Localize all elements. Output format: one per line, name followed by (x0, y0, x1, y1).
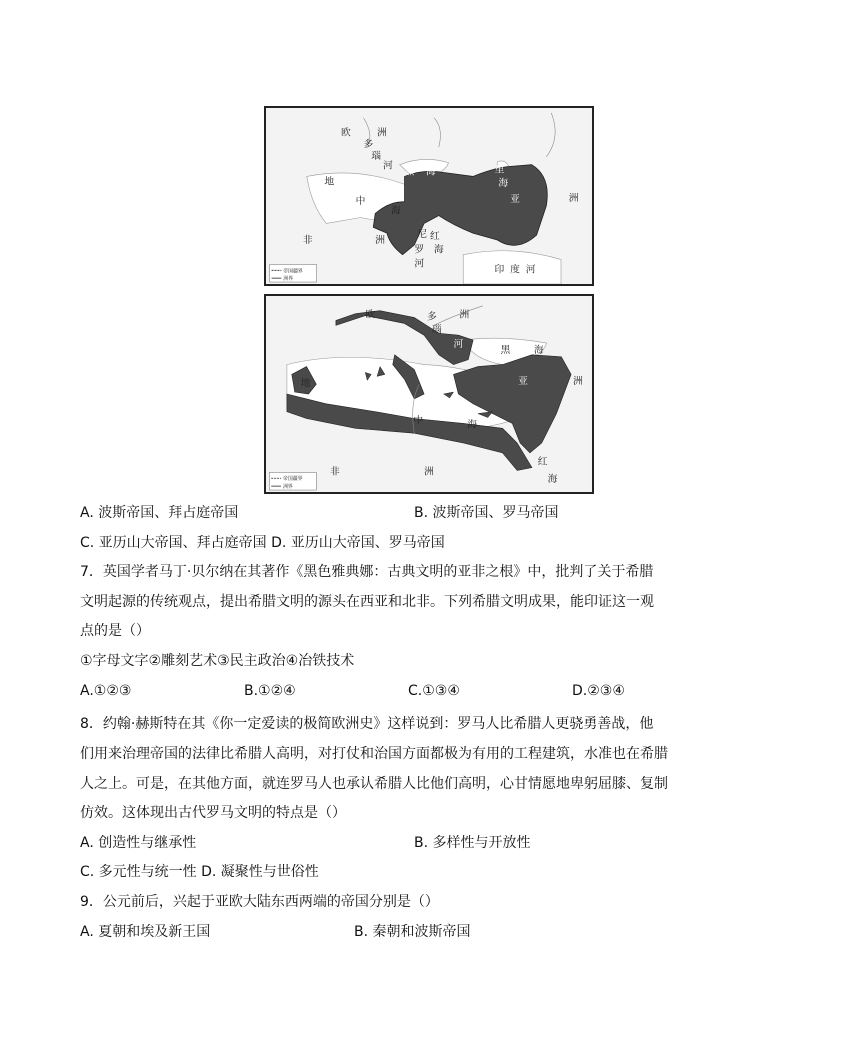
map1-label-africa-1: 非 (302, 234, 313, 246)
map1-label-nile-3: 河 (414, 258, 425, 270)
q8-option-a: A. 创造性与继承性 (80, 835, 197, 851)
q7-option-c: C.①③④ (408, 683, 460, 699)
map2-label-europe-1: 欧 (365, 309, 376, 321)
q8-option-b: B. 多样性与开放性 (414, 835, 531, 851)
map2-label-danube-2: 瑙 (431, 324, 442, 336)
map1-label-indus-3: 河 (525, 264, 536, 276)
map1-label-danube-2: 瑙 (371, 150, 382, 162)
roman-empire-map (264, 294, 594, 494)
map2-label-black-2: 海 (533, 344, 544, 356)
q7-items: ①字母文字②雕刻艺术③民主政治④冶铁技术 (80, 653, 355, 669)
map1-legend-continent: 洲界 (283, 276, 294, 283)
q8-stem-line1: 8．约翰·赫斯特在其《你一定爱读的极简欧洲史》这样说到：罗马人比希腊人更骁勇善战，他 (80, 716, 654, 732)
q8-stem-line2: 们用来治理帝国的法律比希腊人高明，对打仗和治国方面都极为有用的工程建筑，水准也在希腊 (80, 746, 668, 762)
map1-label-black-1: 黑 (404, 166, 415, 178)
map1-label-africa-2: 洲 (375, 234, 385, 246)
map1-label-danube-3: 河 (383, 160, 393, 172)
map1-label-med-2: 中 (355, 195, 366, 207)
map2-label-danube-3: 河 (453, 338, 464, 350)
q6-option-cd: C. 亚历山大帝国、拜占庭帝国 D. 亚历山大帝国、罗马帝国 (80, 535, 445, 551)
map2-label-med-1: 地 (300, 378, 311, 390)
q7-stem-line1: 7．英国学者马丁·贝尔纳在其著作《黑色雅典娜：古典文明的亚非之根》中，批判了关于希腊 (80, 564, 654, 580)
q9-option-a: A. 夏朝和埃及新王国 (80, 924, 211, 940)
map2-label-red-2: 海 (547, 474, 558, 486)
map2-label-med-2: 中 (413, 415, 424, 427)
map2-label-africa-2: 洲 (424, 466, 434, 478)
map1-label-asia-2: 洲 (568, 192, 579, 204)
map2-label-asia-1: 亚 (518, 376, 528, 388)
map1-label-caspian-2: 海 (498, 178, 509, 190)
q8-option-cd: C. 多元性与统一性 D. 凝聚性与世俗性 (80, 864, 319, 880)
map1-label-asia-1: 亚 (510, 193, 520, 205)
q7-option-a: A.①②③ (80, 683, 132, 699)
map2-label-red-1: 红 (537, 456, 548, 468)
q7-stem-line2: 文明起源的传统观点，提出希腊文明的源头在西亚和北非。下列希腊文明成果，能印证这一观 (80, 594, 654, 610)
map2-label-black-1: 黑 (500, 344, 511, 356)
q6-option-a: A. 波斯帝国、拜占庭帝国 (80, 505, 239, 521)
q9-option-b: B. 秦朝和波斯帝国 (354, 924, 471, 940)
map1-label-caspian-1: 里 (494, 164, 505, 176)
map2-label-danube-1: 多 (427, 311, 437, 323)
map1-svg (266, 108, 592, 284)
q7-option-b: B.①②④ (244, 683, 296, 699)
map1-label-danube-1: 多 (363, 139, 374, 151)
map1-label-red-1: 红 (429, 231, 440, 243)
map1-label-europe-2: 洲 (377, 127, 387, 139)
map1-label-red-2: 海 (433, 244, 444, 256)
q8-stem-line4: 仿效。这体现出古代罗马文明的特点是（） (80, 805, 346, 821)
map1-label-med-1: 地 (324, 176, 335, 188)
q6-option-b: B. 波斯帝国、罗马帝国 (414, 505, 559, 521)
map2-svg (266, 296, 592, 492)
map1-label-nile-2: 罗 (414, 244, 425, 256)
map2-legend-continent: 洲界 (282, 484, 293, 491)
map1-label-indus-1: 印 (494, 264, 505, 276)
map1-label-indus-2: 度 (510, 264, 520, 276)
map2-label-asia-2: 洲 (573, 376, 583, 388)
q9-stem-line1: 9．公元前后，兴起于亚欧大陆东西两端的帝国分别是（） (80, 894, 439, 910)
q7-stem-line3: 点的是（） (80, 623, 150, 639)
map2-label-africa-1: 非 (330, 466, 340, 478)
map1-legend-empire: 帝国疆界 (283, 268, 303, 275)
map2-legend-empire: 帝国疆界 (282, 476, 303, 483)
map1-label-black-2: 海 (426, 166, 436, 178)
q7-option-d: D.②③④ (572, 683, 625, 699)
map1-label-europe-1: 欧 (341, 127, 351, 139)
persian-empire-map (264, 106, 594, 286)
map1-label-med-3: 海 (390, 205, 401, 217)
map1-label-nile-1: 尼 (417, 229, 428, 241)
map2-label-europe-2: 洲 (459, 309, 470, 321)
map2-label-med-3: 海 (467, 419, 478, 431)
q8-stem-line3: 人之上。可是，在其他方面，就连罗马人也承认希腊人比他们高明，心甘情愿地卑躬屈膝、复制 (80, 776, 668, 792)
